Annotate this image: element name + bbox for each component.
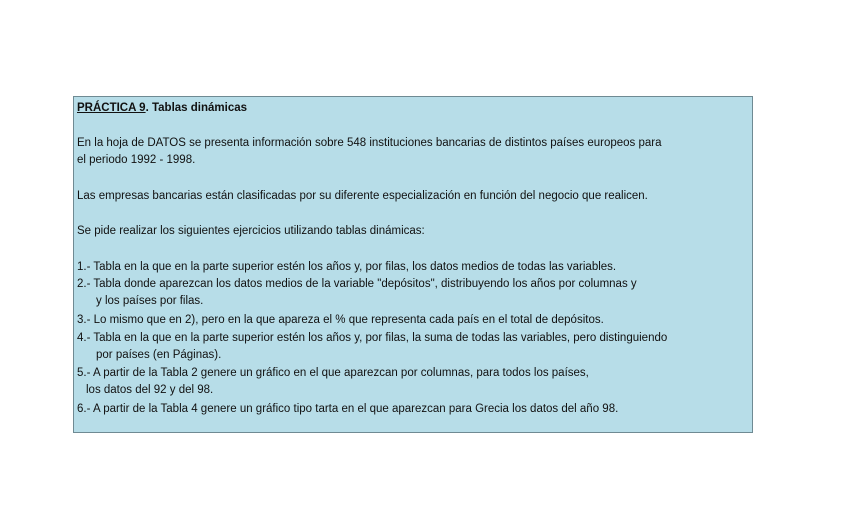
intro-paragraph-line-1: En la hoja de DATOS se presenta información sobre 548 instituciones bancarias de distintos países europeos para <box>77 137 662 149</box>
practice-title <box>77 101 247 115</box>
exercise-2-line-1: 2.- Tabla donde aparezcan los datos medios de la variable "depósitos", distribuyendo los años por columnas y <box>77 278 637 290</box>
exercise-4-line-2: por países (en Páginas). <box>96 349 222 361</box>
exercise-4-line-1: 4.- Tabla en la que en la parte superior estén los años y, por filas, la suma de todas las variables, pero distinguiendo <box>77 332 668 344</box>
exercise-3: 3.- Lo mismo que en 2), pero en la que apareza el % que representa cada país en el total de depósitos. <box>77 314 604 326</box>
exercise-2-line-2: y los países por filas. <box>96 295 204 307</box>
classification-paragraph: Las empresas bancarias están clasificadas por su diferente especialización en función del negocio que realicen. <box>77 190 648 202</box>
exercise-5-line-2: los datos del 92 y del 98. <box>86 384 214 396</box>
intro-paragraph-line-2: el periodo 1992 - 1998. <box>77 154 196 166</box>
exercise-1: 1.- Tabla en la que en la parte superior estén los años y, por filas, los datos medios de todas las variables. <box>77 261 617 273</box>
practice-title-text: . Tablas dinámicas <box>145 102 248 114</box>
practice-title-number: PRÁCTICA 9 <box>77 102 146 114</box>
exercise-5-line-1: 5.- A partir de la Tabla 2 genere un gráfico en el que aparezcan por columnas, para todos los países, <box>77 367 589 379</box>
instructions-paragraph: Se pide realizar los siguientes ejercicios utilizando tablas dinámicas: <box>77 225 425 237</box>
exercise-6: 6.- A partir de la Tabla 4 genere un gráfico tipo tarta en el que aparezcan para Grecia los datos del año 98. <box>77 403 619 415</box>
practice-text-box <box>73 96 753 433</box>
